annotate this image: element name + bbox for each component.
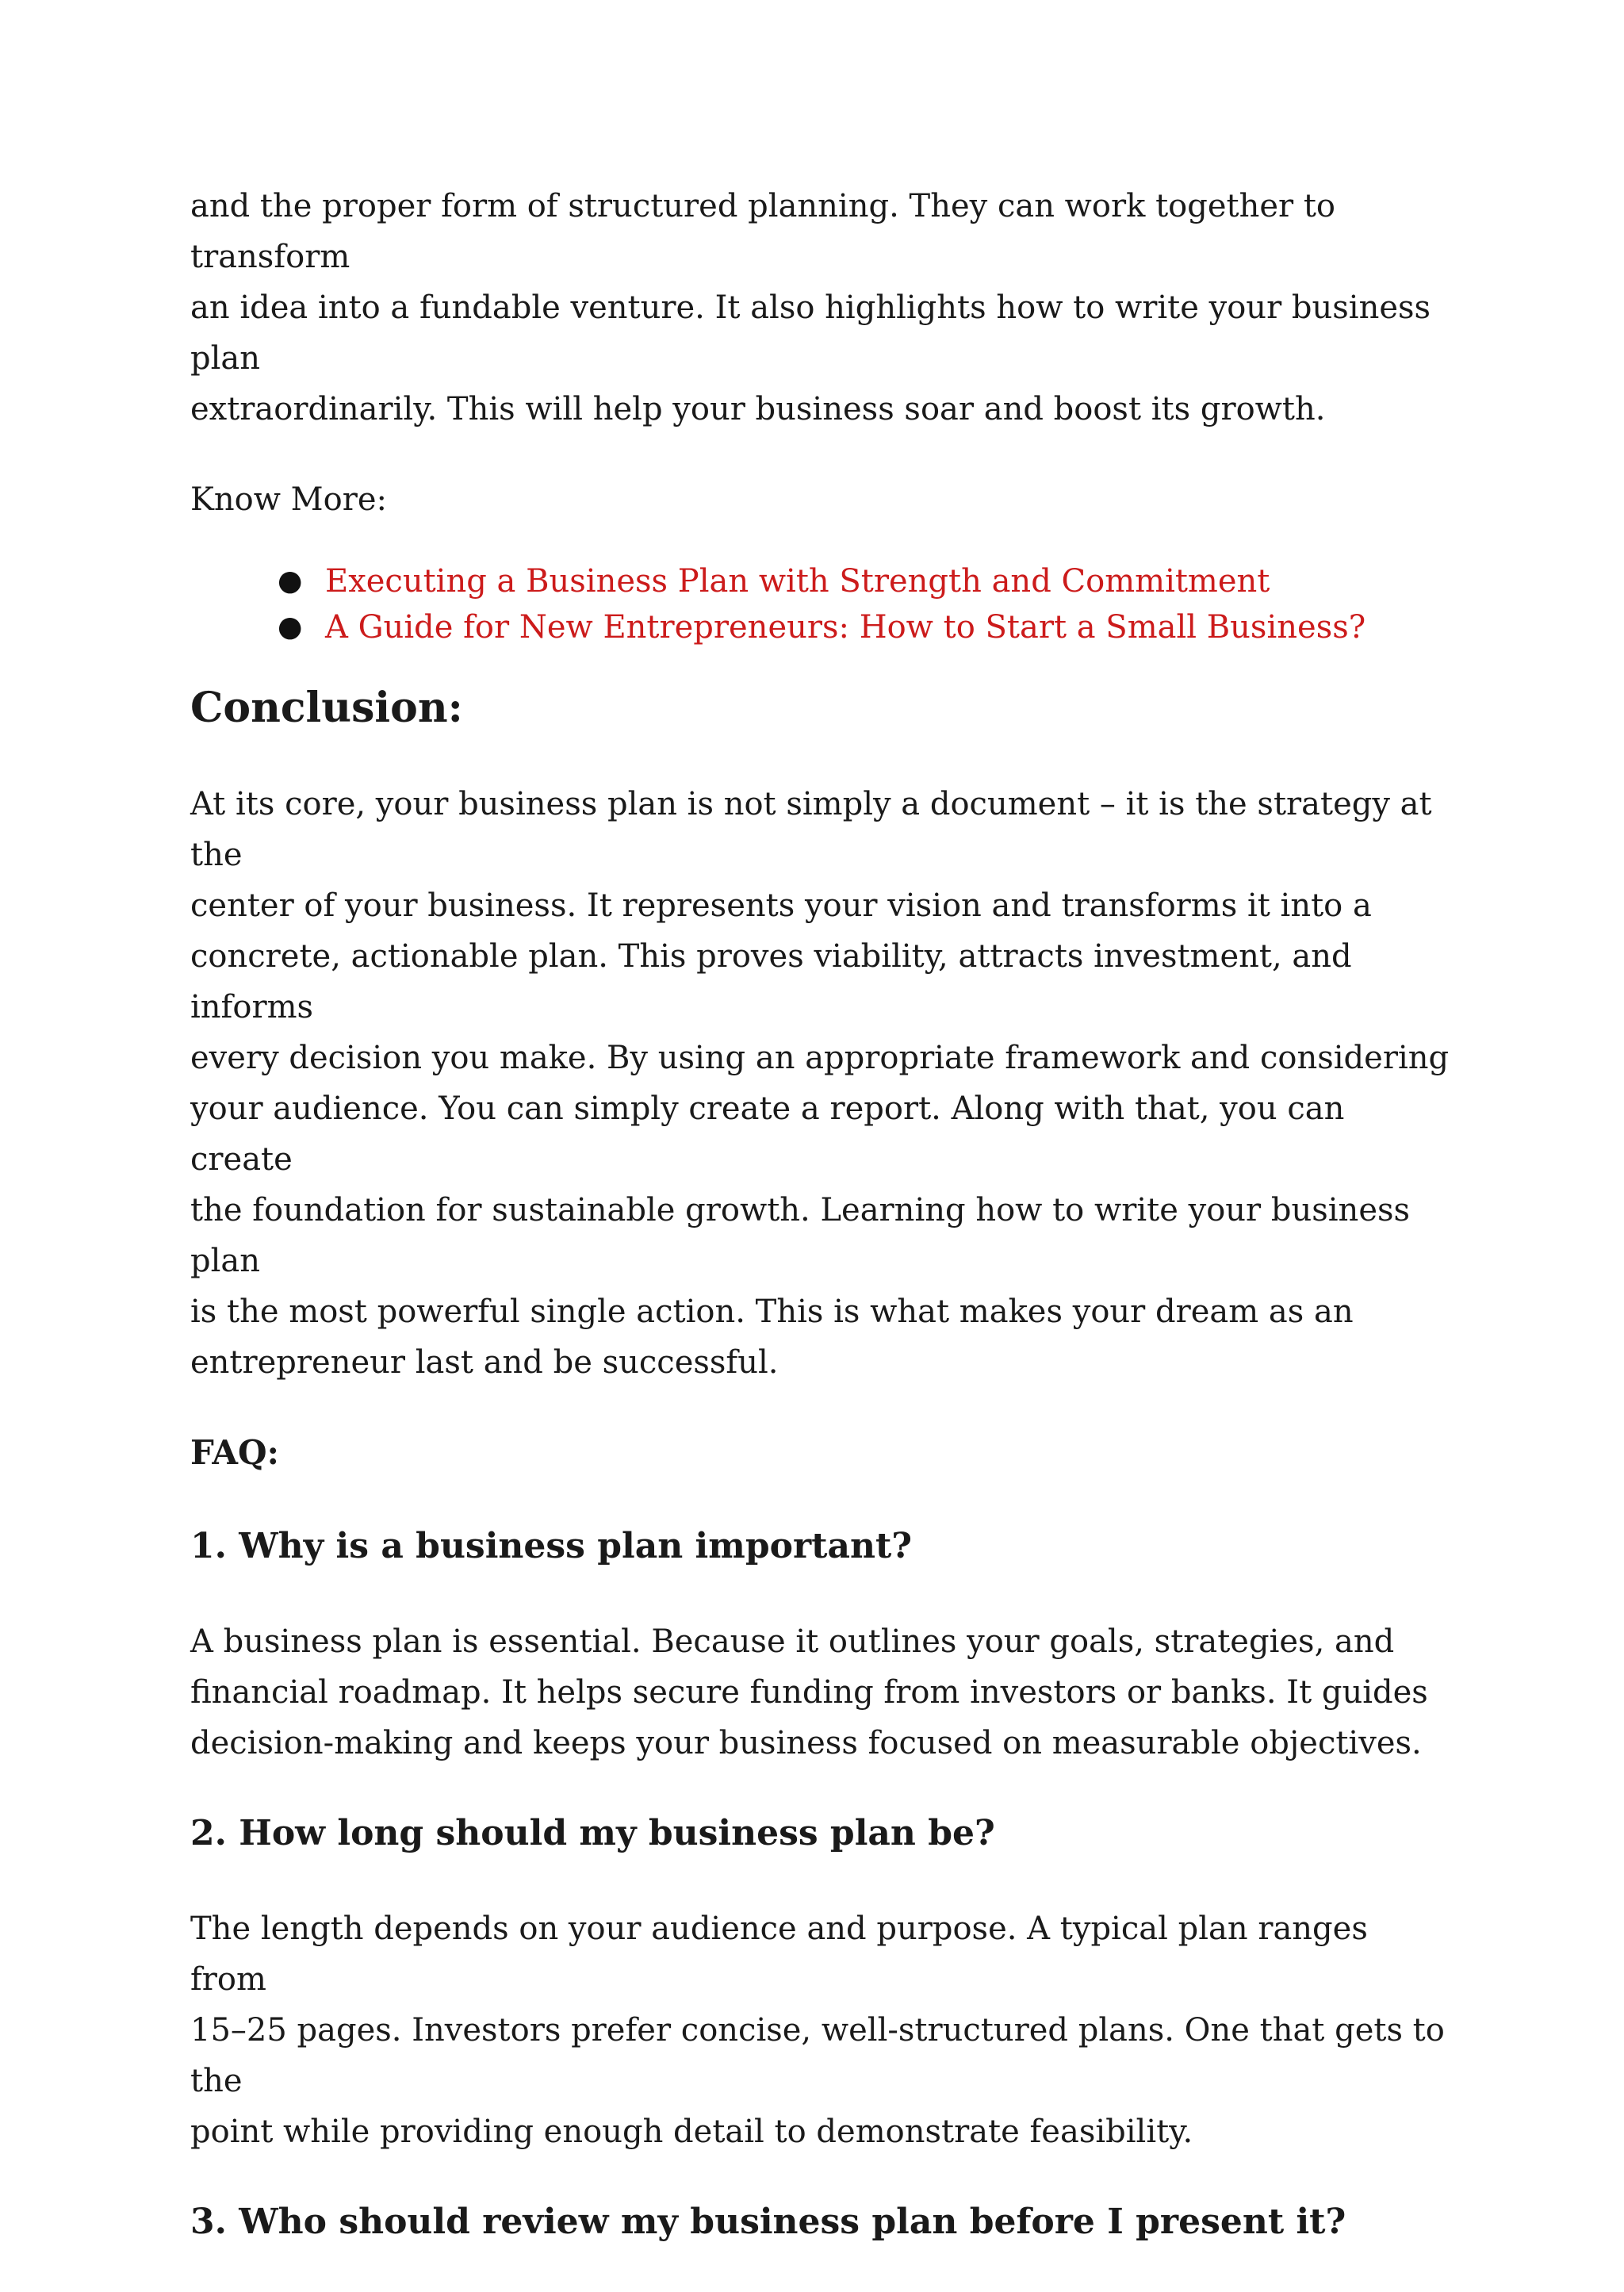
conclusion-line: is the most powerful single action. This is what makes your dream as an bbox=[190, 1294, 1354, 1330]
conclusion-line: At its core, your business plan is not simply a document – it is the strategy at the bbox=[190, 786, 1432, 873]
conclusion-line: concrete, actionable plan. This proves viability, attracts investment, and informs bbox=[190, 938, 1352, 1025]
faq-answer-2 bbox=[190, 1903, 1451, 2157]
list-item bbox=[278, 604, 1451, 650]
faq-question-3: 3. Who should review my business plan before I present it? bbox=[190, 2202, 1346, 2242]
conclusion-line: center of your business. It represents your vision and transforms it into a bbox=[190, 887, 1372, 924]
faq-heading: FAQ: bbox=[190, 1433, 280, 1472]
faq-answer-line: The length depends on your audience and purpose. A typical plan ranges from bbox=[190, 1911, 1368, 1998]
faq-answer-line: A business plan is essential. Because it outlines your goals, strategies, and bbox=[190, 1623, 1395, 1660]
conclusion-line: entrepreneur last and be successful. bbox=[190, 1344, 779, 1381]
bullet-icon: ● bbox=[278, 565, 303, 597]
faq-question-2: 2. How long should my business plan be? bbox=[190, 1813, 995, 1853]
faq-answer-line: 15–25 pages. Investors prefer concise, well-structured plans. One that gets to the bbox=[190, 2012, 1445, 2099]
link-executing-business-plan[interactable]: Executing a Business Plan with Strength and Commitment bbox=[325, 563, 1270, 600]
faq-answer-line: decision-making and keeps your business focused on measurable objectives. bbox=[190, 1725, 1422, 1761]
know-more-links bbox=[190, 558, 1451, 650]
faq-question-1: 1. Why is a business plan important? bbox=[190, 1526, 913, 1566]
bullet-icon: ● bbox=[278, 611, 303, 643]
conclusion-line: every decision you make. By using an appropriate framework and considering bbox=[190, 1040, 1450, 1076]
faq-answer-line: point while providing enough detail to demonstrate feasibility. bbox=[190, 2114, 1193, 2150]
link-guide-new-entrepreneurs[interactable]: A Guide for New Entrepreneurs: How to Start a Small Business? bbox=[325, 609, 1366, 646]
list-item bbox=[278, 558, 1451, 604]
faq-answer-1 bbox=[190, 1616, 1451, 1769]
intro-line: extraordinarily. This will help your business soar and boost its growth. bbox=[190, 391, 1326, 427]
conclusion-paragraph bbox=[190, 779, 1451, 1388]
faq-answer-line: financial roadmap. It helps secure funding from investors or banks. It guides bbox=[190, 1674, 1428, 1711]
conclusion-line: the foundation for sustainable growth. Learning how to write your business plan bbox=[190, 1192, 1411, 1279]
conclusion-heading: Conclusion: bbox=[190, 684, 463, 732]
know-more-label: Know More: bbox=[190, 481, 387, 518]
intro-line: and the proper form of structured planning. They can work together to transform bbox=[190, 188, 1336, 275]
intro-paragraph bbox=[190, 181, 1451, 435]
document-page bbox=[190, 181, 1451, 2292]
conclusion-line: your audience. You can simply create a report. Along with that, you can create bbox=[190, 1090, 1345, 1178]
intro-line: an idea into a fundable venture. It also highlights how to write your business plan bbox=[190, 289, 1431, 377]
